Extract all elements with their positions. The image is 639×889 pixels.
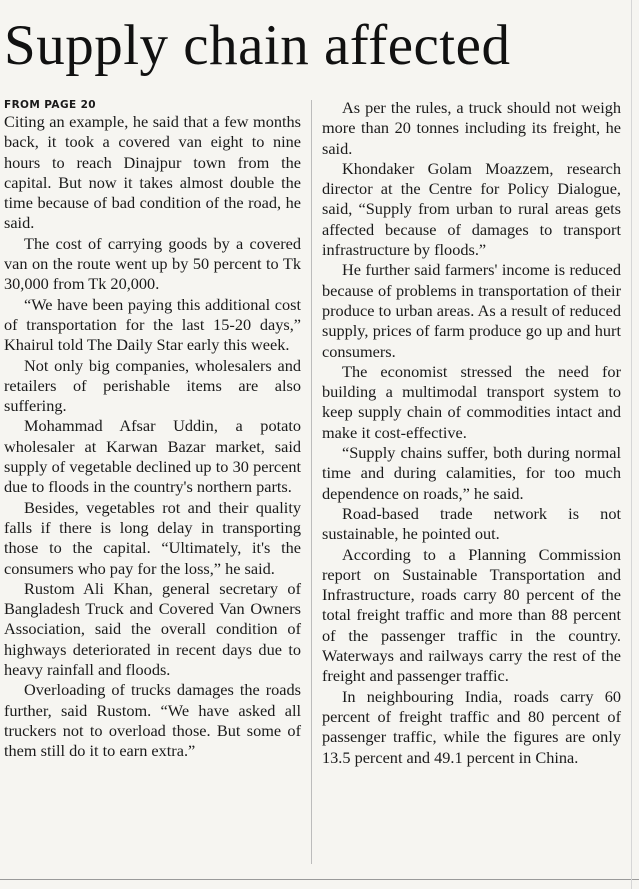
paragraph: Road-based trade network is not sustainable, he pointed out. bbox=[322, 503, 621, 544]
paragraph: Not only big companies, wholesalers and retailers of perishable items are also suffering. bbox=[4, 355, 301, 416]
clipping-edge bbox=[631, 0, 632, 889]
article-column-right bbox=[322, 98, 621, 768]
paragraph: Besides, vegetables rot and their quality falls if there is long delay in transporting those to the capital. “Ultimately, it's the consumers who pay for the loss,” he said. bbox=[4, 497, 301, 578]
paragraph: The cost of carrying goods by a covered van on the route went up by 50 percent to Tk 30,000 from Tk 20,000. bbox=[4, 233, 301, 294]
paragraph: In neighbouring India, roads carry 60 percent of freight traffic and 80 percent of passenger traffic, while the figures are only 13.5 percent and 49.1 percent in China. bbox=[322, 686, 621, 767]
paragraph: Khondaker Golam Moazzem, research director at the Centre for Policy Dialogue, said, “Supply from urban to rural areas gets affected because of damages to transport infrastructure by floods.” bbox=[322, 158, 621, 260]
paragraph: Citing an example, he said that a few months back, it took a covered van eight to nine hours to reach Dinajpur town from the capital. But now it takes almost double the time because of bad condition of the road, he said. bbox=[4, 112, 301, 233]
article-headline: Supply chain affected bbox=[4, 14, 511, 77]
paragraph: Rustom Ali Khan, general secretary of Bangladesh Truck and Covered Van Owners Association, said the overall condition of highways deteriorated in recent days due to heavy rainfall and floods. bbox=[4, 578, 301, 680]
bottom-rule bbox=[0, 879, 639, 880]
paragraph: Overloading of trucks damages the roads further, said Rustom. “We have asked all truckers not to overload those. But some of them still do it to earn extra.” bbox=[4, 680, 301, 761]
article-column-left bbox=[4, 98, 301, 762]
paragraph: “Supply chains suffer, both during normal time and during calamities, for too much dependence on roads,” he said. bbox=[322, 443, 621, 503]
paragraph: He further said farmers' income is reduced because of problems in transportation of their produce to urban areas. As a result of reduced supply, prices of farm produce go up and hurt consumers. bbox=[322, 260, 621, 361]
paragraph: The economist stressed the need for building a multimodal transport system to keep supply chain of commodities intact and make it cost-effective. bbox=[322, 361, 621, 442]
continuation-dateline: FROM PAGE 20 bbox=[4, 99, 97, 111]
paragraph: “We have been paying this additional cost of transportation for the last 15-20 days,” Khairul told The Daily Star early this week. bbox=[4, 294, 301, 355]
paragraph: Mohammad Afsar Uddin, a potato wholesaler at Karwan Bazar market, said supply of vegetable declined up to 30 percent due to floods in the country's northern parts. bbox=[4, 416, 301, 497]
paragraph: According to a Planning Commission report on Sustainable Transportation and Infrastructure, roads carry 80 percent of the total freight traffic and more than 88 percent of the passenger traffic in the country. Waterways and railways carry the rest of the freight and passenger traffic. bbox=[322, 544, 621, 686]
column-divider bbox=[311, 100, 312, 864]
paragraph: As per the rules, a truck should not weigh more than 20 tonnes including its freight, he said. bbox=[322, 98, 621, 158]
